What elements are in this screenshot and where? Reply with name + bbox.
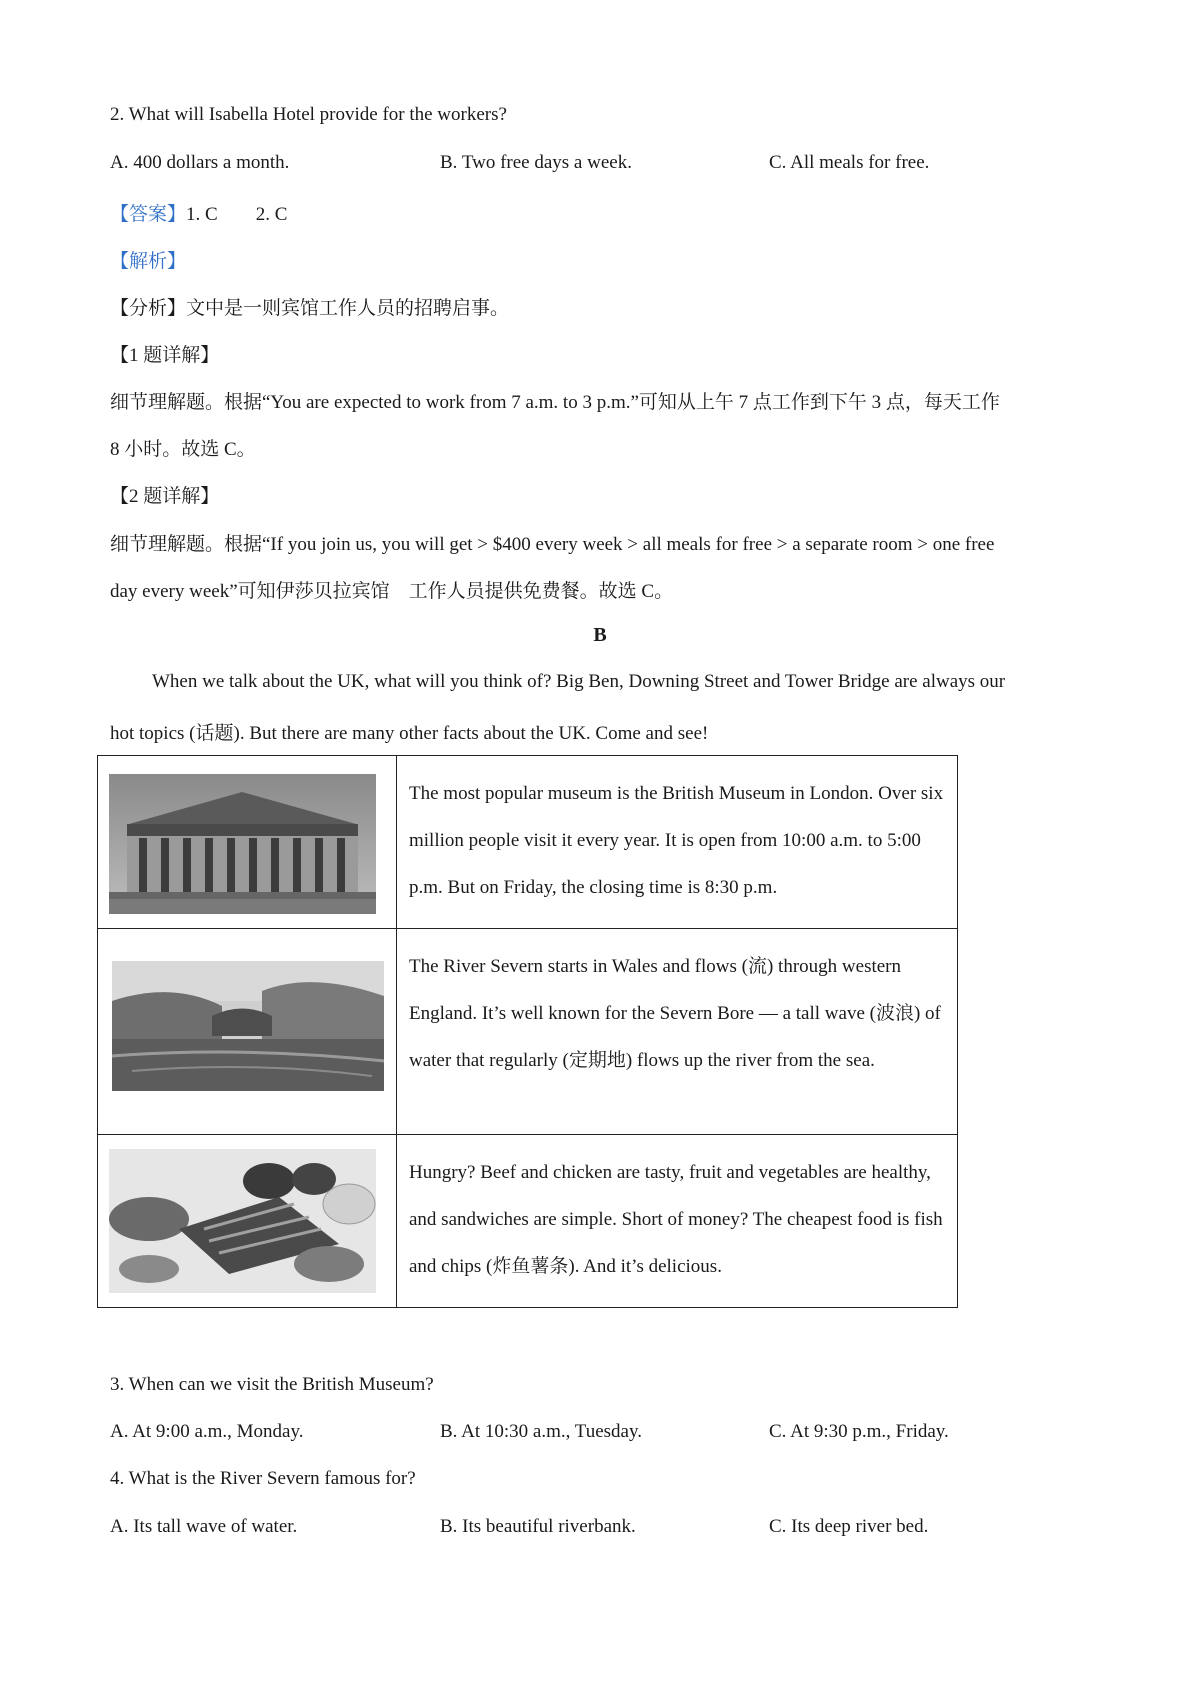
uk-facts-table (97, 755, 958, 1308)
question-3: 3. When can we visit the British Museum? (110, 1374, 434, 1395)
q4-option-b: B. Its beautiful riverbank. (440, 1516, 636, 1537)
q4-option-c: C. Its deep river bed. (769, 1516, 929, 1537)
q2-detail-line1: 细节理解题。根据“If you join us, you will get > $400 every week > all meals for free > a separate room > one free (110, 534, 995, 555)
q1-detail-line2: 8 小时。故选 C。 (110, 439, 256, 460)
answer-text: 1. C 2. C (186, 204, 288, 225)
british-museum-photo (109, 774, 376, 914)
image-cell (98, 929, 397, 1135)
image-cell (98, 756, 397, 929)
answer-line (110, 199, 287, 226)
q3-option-c: C. At 9:30 p.m., Friday. (769, 1421, 949, 1442)
q2-detail-line2: day every week”可知伊莎贝拉宾馆 工作人员提供免费餐。故选 C。 (110, 581, 674, 602)
q4-option-a: A. Its tall wave of water. (110, 1516, 298, 1537)
q1-detail-line1: 细节理解题。根据“You are expected to work from 7 a.m. to 3 p.m.”可知从上午 7 点工作到下午 3 点，每天工作 (110, 392, 1000, 413)
analysis-label: 【解析】 (110, 251, 187, 272)
analysis-summary: 【分析】文中是一则宾馆工作人员的招聘启事。 (110, 298, 510, 319)
image-cell (98, 1135, 397, 1308)
table-row (98, 1135, 958, 1308)
table-row (98, 756, 958, 929)
text-cell: Hungry? Beef and chicken are tasty, fruit and vegetables are healthy, and sandwiches are simple. Short of money? The cheapest food is fish and chips (炸鱼薯条). And it’s delicious. (397, 1135, 958, 1308)
river-severn-photo (112, 961, 384, 1091)
section-intro-line1: When we talk about the UK, what will you think of? Big Ben, Downing Street and Tower Bridge are always our (152, 671, 1006, 692)
q1-detail-label: 【1 题详解】 (110, 345, 220, 366)
q2-option-c: C. All meals for free. (769, 152, 930, 173)
question-4: 4. What is the River Severn famous for? (110, 1468, 416, 1489)
q2-option-b: B. Two free days a week. (440, 152, 632, 173)
q2-option-a: A. 400 dollars a month. (110, 152, 290, 173)
section-heading: B (593, 624, 607, 646)
question-2: 2. What will Isabella Hotel provide for the workers? (110, 104, 507, 125)
answer-label: 【答案】 (110, 204, 187, 225)
text-cell: The most popular museum is the British Museum in London. Over six million people visit it every year. It is open from 10:00 a.m. to 5:00 p.m. But on Friday, the closing time is 8:30 p.m. (397, 756, 958, 929)
food-photo (109, 1149, 376, 1293)
q3-option-a: A. At 9:00 a.m., Monday. (110, 1421, 304, 1442)
q3-option-b: B. At 10:30 a.m., Tuesday. (440, 1421, 642, 1442)
table-row (98, 929, 958, 1135)
q2-detail-label: 【2 题详解】 (110, 486, 220, 507)
text-cell: The River Severn starts in Wales and flows (流) through western England. It’s well known for the Severn Bore — a tall wave (波浪) of water that regularly (定期地) flows up the river from the sea. (397, 929, 958, 1135)
section-intro-line2: hot topics (话题). But there are many other facts about the UK. Come and see! (110, 723, 709, 744)
